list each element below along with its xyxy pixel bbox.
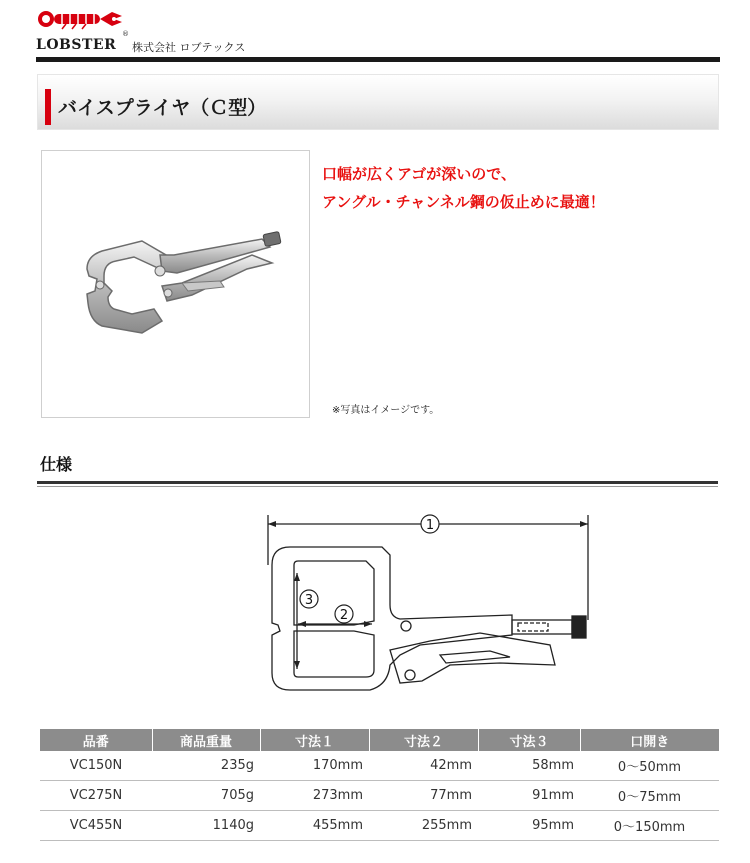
cell-opening: 0〜50mm: [580, 751, 719, 781]
col-header-opening: 口開き: [580, 729, 719, 751]
spec-divider-thin: [37, 486, 718, 487]
col-header-weight: 商品重量: [152, 729, 260, 751]
table-row: [40, 811, 719, 841]
catch-copy: [322, 160, 605, 216]
site-header: [0, 0, 750, 64]
product-image: [41, 150, 310, 418]
col-header-dim2: 寸法２: [369, 729, 478, 751]
cell-weight: 705g: [152, 781, 260, 811]
dim3-label: 3: [304, 593, 314, 608]
table-header-row: [40, 729, 719, 751]
col-header-model: 品番: [40, 729, 152, 751]
cell-model: VC150N: [40, 751, 152, 781]
spec-heading: 仕様: [40, 455, 73, 474]
lobster-logo-icon: [36, 8, 124, 30]
cell-weight: 235g: [152, 751, 260, 781]
cell-dim1: 455mm: [260, 811, 369, 841]
cell-dim2: 255mm: [369, 811, 478, 841]
header-divider: [36, 57, 720, 62]
cell-dim3: 58mm: [478, 751, 580, 781]
page-title: バイスプライヤ（Ｃ型）: [58, 97, 267, 119]
catch-line-2: アングル・チャンネル鋼の仮止めに最適！: [322, 193, 605, 211]
cell-dim1: 273mm: [260, 781, 369, 811]
catch-line-1: 口幅が広くアゴが深いので、: [322, 165, 516, 183]
cell-model: VC275N: [40, 781, 152, 811]
product-title-banner: [37, 74, 719, 130]
c-clamp-pliers-photo-icon: [42, 151, 309, 417]
dimension-diagram: [250, 505, 620, 705]
cell-dim3: 91mm: [478, 781, 580, 811]
registered-mark: ®: [122, 30, 129, 38]
cell-dim3: 95mm: [478, 811, 580, 841]
cell-dim2: 77mm: [369, 781, 478, 811]
col-header-dim3: 寸法３: [478, 729, 580, 751]
col-header-dim1: 寸法１: [260, 729, 369, 751]
title-accent-bar: [45, 89, 51, 125]
cell-opening: 0〜150mm: [580, 811, 719, 841]
dim1-label: 1: [425, 518, 435, 533]
spec-table: [40, 729, 719, 841]
brand-name: LOBSTER: [36, 37, 117, 53]
table-row: [40, 781, 719, 811]
cell-weight: 1140g: [152, 811, 260, 841]
cell-opening: 0〜75mm: [580, 781, 719, 811]
company-name: 株式会社 ロブテックス: [132, 41, 246, 54]
cell-dim2: 42mm: [369, 751, 478, 781]
dim2-label: 2: [339, 608, 349, 623]
spec-divider: [37, 481, 718, 484]
cell-model: VC455N: [40, 811, 152, 841]
image-note: ※写真はイメージです。: [332, 405, 440, 416]
table-row: [40, 751, 719, 781]
cell-dim1: 170mm: [260, 751, 369, 781]
